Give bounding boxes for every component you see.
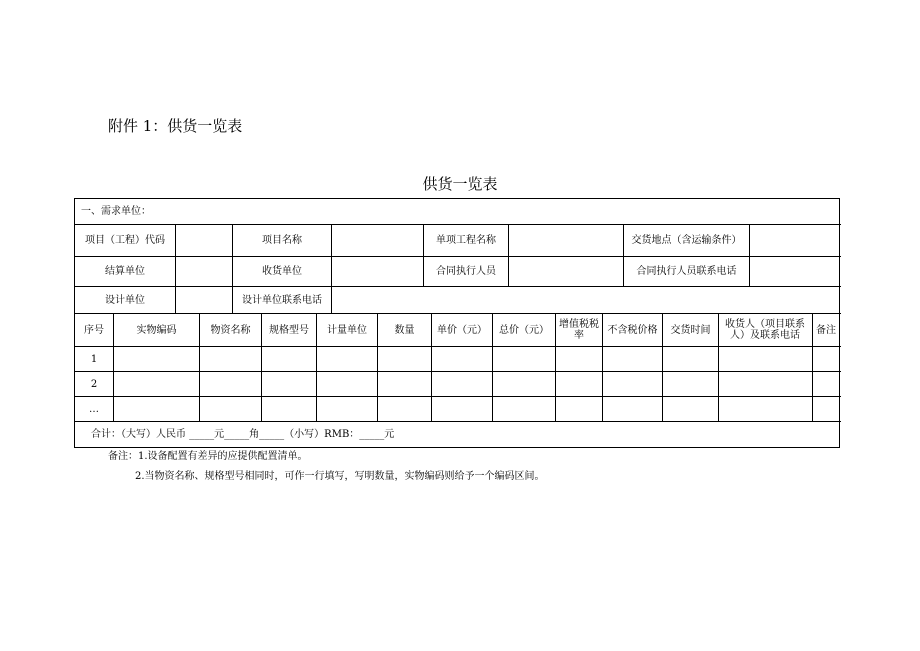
- sub-project-name-label: 单项工程名称: [436, 235, 496, 246]
- contract-executor-phone-value[interactable]: [750, 257, 839, 286]
- note-1: 备注：1.设备配置有差异的应提供配置清单。: [108, 451, 308, 462]
- project-name-value[interactable]: [332, 225, 423, 256]
- design-unit-value[interactable]: [176, 287, 232, 313]
- col-header-unit: 计量单位: [327, 324, 367, 336]
- contract-executor-phone-label: 合同执行人员联系电话: [636, 266, 737, 277]
- table-row-index: 1: [90, 353, 98, 365]
- col-header-delivery-time: 交货时间: [670, 324, 711, 336]
- settlement-unit-value[interactable]: [176, 257, 232, 286]
- design-unit-phone-label: 设计单位联系电话: [242, 294, 322, 306]
- attachment-title: 附件 1：供货一览表: [108, 117, 243, 135]
- col-header-price-excl-tax: 不含税价格: [607, 324, 658, 336]
- settlement-unit-label: 结算单位: [105, 266, 145, 277]
- table-row-index: …: [89, 403, 99, 415]
- note-2: 2.当物资名称、规格型号相同时，可作一行填写，写明数量，实物编码则给予一个编码区间。: [135, 471, 545, 482]
- col-header-material-code: 实物编码: [136, 324, 177, 336]
- receiving-unit-label: 收货单位: [262, 266, 302, 277]
- col-header-unit-price: 单价（元）: [437, 324, 487, 336]
- project-name-label: 项目名称: [262, 235, 302, 246]
- col-header-quantity: 数量: [394, 324, 415, 336]
- col-header-vat-rate: 增值税税率: [559, 319, 599, 341]
- project-code-label: 项目（工程）代码: [85, 235, 165, 246]
- col-header-spec-model: 规格型号: [269, 324, 309, 336]
- contract-executor-label: 合同执行人员: [436, 266, 496, 277]
- delivery-place-label: 交货地点（含运输条件）: [631, 235, 742, 246]
- sub-project-name-value[interactable]: [509, 225, 623, 256]
- total-line: 合计：（大写）人民币 _____元_____角_____（小写）RMB：_____元: [91, 429, 395, 440]
- supply-list-form: [74, 198, 840, 448]
- col-header-total-price: 总价（元）: [499, 324, 549, 336]
- demand-unit-label: 一、需求单位：: [81, 206, 151, 217]
- col-header-receiver-contact: 收货人（项目联系人）及联系电话: [725, 319, 805, 341]
- contract-executor-value[interactable]: [509, 257, 623, 286]
- project-code-value[interactable]: [176, 225, 232, 256]
- design-unit-label: 设计单位: [105, 294, 145, 306]
- col-header-remarks: 备注: [816, 324, 836, 336]
- delivery-place-value[interactable]: [750, 225, 839, 256]
- receiving-unit-value[interactable]: [332, 257, 423, 286]
- table-row-index: 2: [90, 378, 98, 390]
- col-header-index: 序号: [84, 324, 104, 336]
- col-header-material-name: 物资名称: [210, 324, 251, 336]
- table-title: 供货一览表: [422, 175, 498, 193]
- design-unit-phone-value[interactable]: [332, 287, 839, 313]
